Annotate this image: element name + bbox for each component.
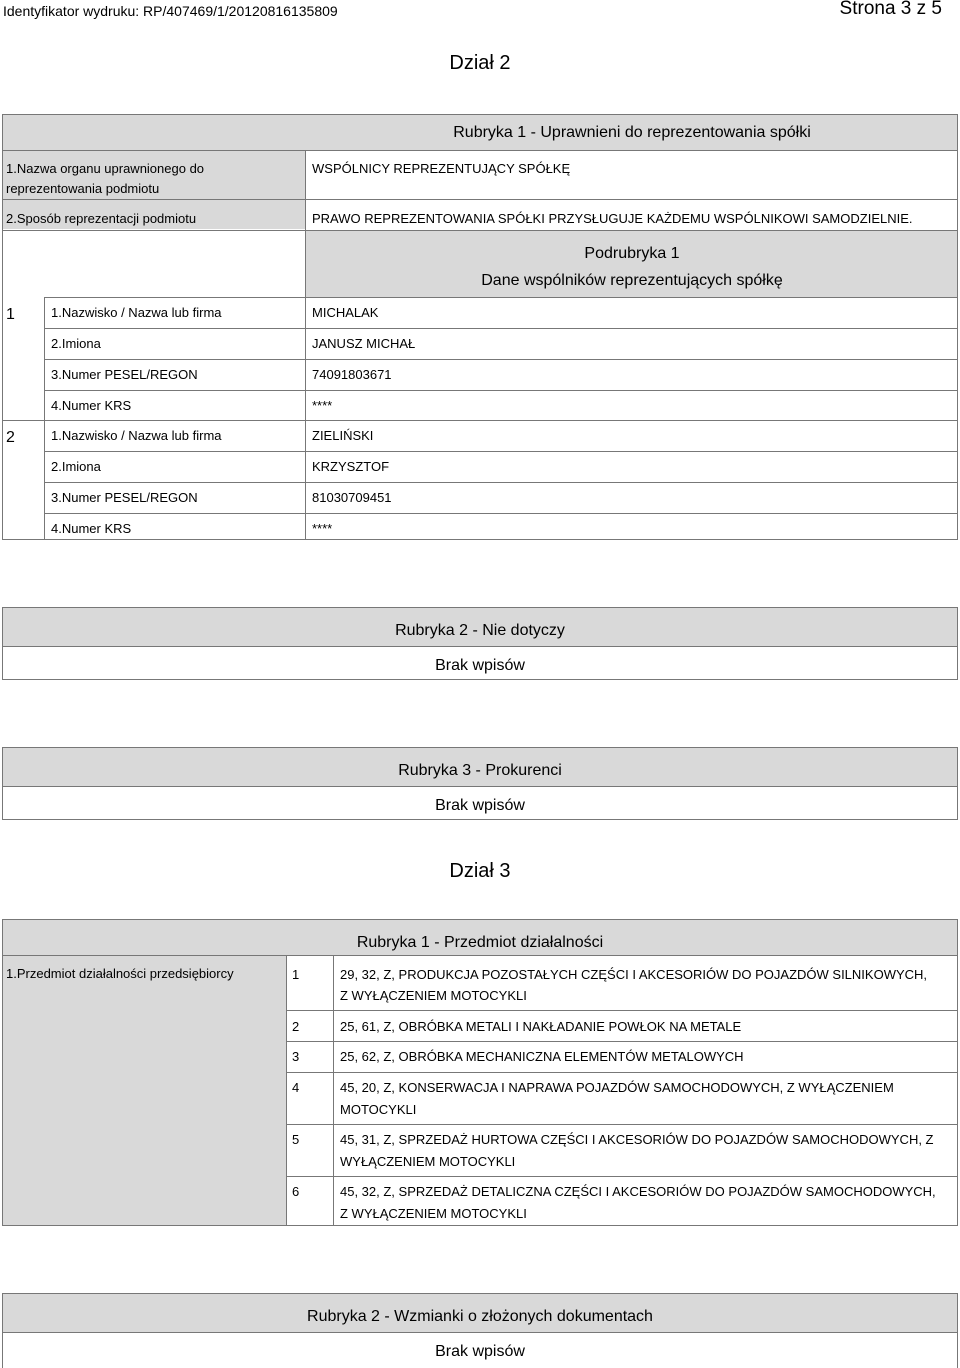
wspolnik-1-krs-label: 4.Numer KRS	[51, 398, 132, 413]
page-number: Strona 3 z 5	[839, 0, 942, 19]
przedmiot-item-1-line1: 29, 32, Z, PRODUKCJA POZOSTAŁYCH CZĘŚCI I AKCESORIÓW DO POJAZDÓW SILNIKOWYCH,	[340, 967, 928, 982]
wzmianki-title: Rubryka 2 - Wzmianki o złożonych dokumentach	[307, 1308, 653, 1325]
przedmiot-item-4-line2: MOTOCYKLI	[340, 1102, 417, 1117]
wspolnik-1-imiona: JANUSZ MICHAŁ	[312, 336, 416, 351]
rubryka1-title: Rubryka 1 - Uprawnieni do reprezentowania spółki	[453, 124, 811, 141]
rubryka2-title: Rubryka 2 - Nie dotyczy	[395, 622, 565, 639]
przedmiot-item-5-line1: 45, 31, Z, SPRZEDAŻ HURTOWA CZĘŚCI I AKCESORIÓW DO POJAZDÓW SAMOCHODOWYCH, Z	[340, 1132, 934, 1147]
wspolnik-2-pesel-label: 3.Numer PESEL/REGON	[51, 490, 198, 505]
section-title-dzial-2: Dział 2	[449, 52, 511, 74]
print-id: Identyfikator wydruku: RP/407469/1/20120816135809	[3, 3, 338, 19]
wspolnik-1-nazwisko: MICHALAK	[312, 305, 379, 320]
wspolnik-1-pesel: 74091803671	[312, 367, 392, 382]
przedmiot-item-1-line2: Z WYŁĄCZENIEM MOTOCYKLI	[340, 988, 527, 1003]
przedmiot-item-1-num: 1	[292, 967, 300, 982]
przedmiot-label-cell	[3, 956, 286, 1225]
wspolnik-2-number: 2	[6, 429, 15, 446]
wspolnik-1-krs: ****	[312, 398, 333, 413]
organ-label-2: reprezentowania podmiotu	[6, 181, 160, 196]
organ-value: WSPÓLNICY REPREZENTUJĄCY SPÓŁKĘ	[312, 161, 571, 176]
przedmiot-item-6-num: 6	[292, 1184, 300, 1199]
przedmiot-item-2-num: 2	[292, 1019, 300, 1034]
wspolnik-2-imiona: KRZYSZTOF	[312, 459, 390, 474]
wspolnik-2-krs-label: 4.Numer KRS	[51, 521, 132, 536]
section-title-dzial-3: Dział 3	[449, 860, 511, 882]
wspolnik-1-nazwisko-label: 1.Nazwisko / Nazwa lub firma	[51, 305, 222, 320]
przedmiot-item-5-num: 5	[292, 1132, 300, 1147]
wspolnik-2-krs: ****	[312, 521, 333, 536]
przedmiot-item-4-line1: 45, 20, Z, KONSERWACJA I NAPRAWA POJAZDÓW SAMOCHODOWYCH, Z WYŁĄCZENIEM	[340, 1080, 894, 1095]
przedmiot-item-4-num: 4	[292, 1080, 300, 1095]
sposob-label: 2.Sposób reprezentacji podmiotu	[6, 211, 197, 226]
przedmiot-label: 1.Przedmiot działalności przedsiębiorcy	[6, 966, 234, 981]
przedmiot-item-6-line2: Z WYŁĄCZENIEM MOTOCYKLI	[340, 1206, 527, 1221]
przedmiot-item-5-line2: WYŁĄCZENIEM MOTOCYKLI	[340, 1154, 516, 1169]
rubryka3-content: Brak wpisów	[435, 797, 525, 814]
wspolnik-1-number: 1	[6, 306, 15, 323]
przedmiot-item-6-line1: 45, 32, Z, SPRZEDAŻ DETALICZNA CZĘŚCI I AKCESORIÓW DO POJAZDÓW SAMOCHODOWYCH,	[340, 1184, 936, 1199]
organ-label: 1.Nazwa organu uprawnionego do	[6, 161, 205, 176]
przedmiot-item-3-line1: 25, 62, Z, OBRÓBKA MECHANICZNA ELEMENTÓW METALOWYCH	[340, 1049, 744, 1064]
przedmiot-item-2-line1: 25, 61, Z, OBRÓBKA METALI I NAKŁADANIE POWŁOK NA METALE	[340, 1019, 742, 1034]
przedmiot-title: Rubryka 1 - Przedmiot działalności	[356, 934, 604, 951]
wspolnik-2-pesel: 81030709451	[312, 490, 392, 505]
wzmianki-content: Brak wpisów	[435, 1343, 525, 1360]
rubryka3-title: Rubryka 3 - Prokurenci	[398, 762, 562, 779]
rubryka2-content: Brak wpisów	[435, 657, 525, 674]
wspolnik-1-pesel-label: 3.Numer PESEL/REGON	[51, 367, 198, 382]
przedmiot-item-3-num: 3	[292, 1049, 300, 1064]
wspolnik-1-imiona-label: 2.Imiona	[51, 336, 101, 351]
wspolnik-2-nazwisko: ZIELIŃSKI	[312, 428, 374, 443]
podrubryka-subtitle: Dane wspólników reprezentujących spółkę	[481, 272, 783, 289]
wspolnik-2-imiona-label: 2.Imiona	[51, 459, 101, 474]
sposob-value: PRAWO REPREZENTOWANIA SPÓŁKI PRZYSŁUGUJE KAŻDEMU WSPÓLNIKOWI SAMODZIELNIE.	[312, 211, 913, 226]
wspolnik-2-nazwisko-label: 1.Nazwisko / Nazwa lub firma	[51, 428, 222, 443]
podrubryka-title: Podrubryka 1	[584, 245, 680, 262]
